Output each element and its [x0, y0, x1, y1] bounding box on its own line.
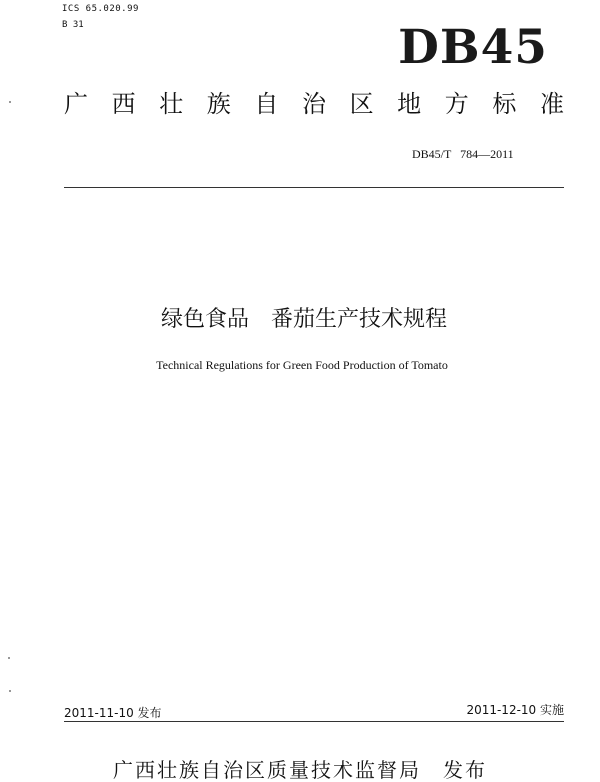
standard-type-char: 方	[444, 90, 469, 118]
standard-type-char: 治	[301, 90, 326, 118]
classification-code: B 31	[62, 20, 84, 30]
standard-type-title	[64, 89, 564, 119]
implementation-date: 2011-12-10 实施	[466, 703, 564, 717]
standard-type-char: 地	[397, 90, 422, 118]
document-title-chinese: 绿色食品 番茄生产技术规程	[160, 307, 447, 332]
standard-type-char: 标	[492, 90, 517, 118]
document-title-english: Technical Regulations for Green Food Production of Tomato	[156, 358, 448, 372]
standard-number: DB45/T 784—2011	[412, 147, 514, 161]
footer-divider	[64, 721, 564, 722]
standard-type-char: 区	[349, 90, 374, 118]
scan-speck	[9, 101, 11, 103]
standard-type-char: 西	[111, 90, 136, 118]
scan-speck	[9, 690, 11, 692]
issue-date: 2011-11-10 发布	[64, 706, 162, 720]
header-divider	[64, 187, 564, 188]
db45-logo: DB45	[398, 20, 548, 75]
standard-type-char: 壮	[159, 90, 184, 118]
standard-type-char: 自	[254, 90, 279, 118]
standard-type-char: 广	[64, 90, 88, 118]
ics-code: ICS 65.020.99	[62, 4, 139, 14]
scan-speck	[8, 657, 10, 659]
issuing-authority: 广西壮族自治区质量技术监督局 发布	[113, 758, 487, 782]
standard-type-char: 准	[539, 90, 564, 118]
standard-type-char: 族	[206, 90, 231, 118]
